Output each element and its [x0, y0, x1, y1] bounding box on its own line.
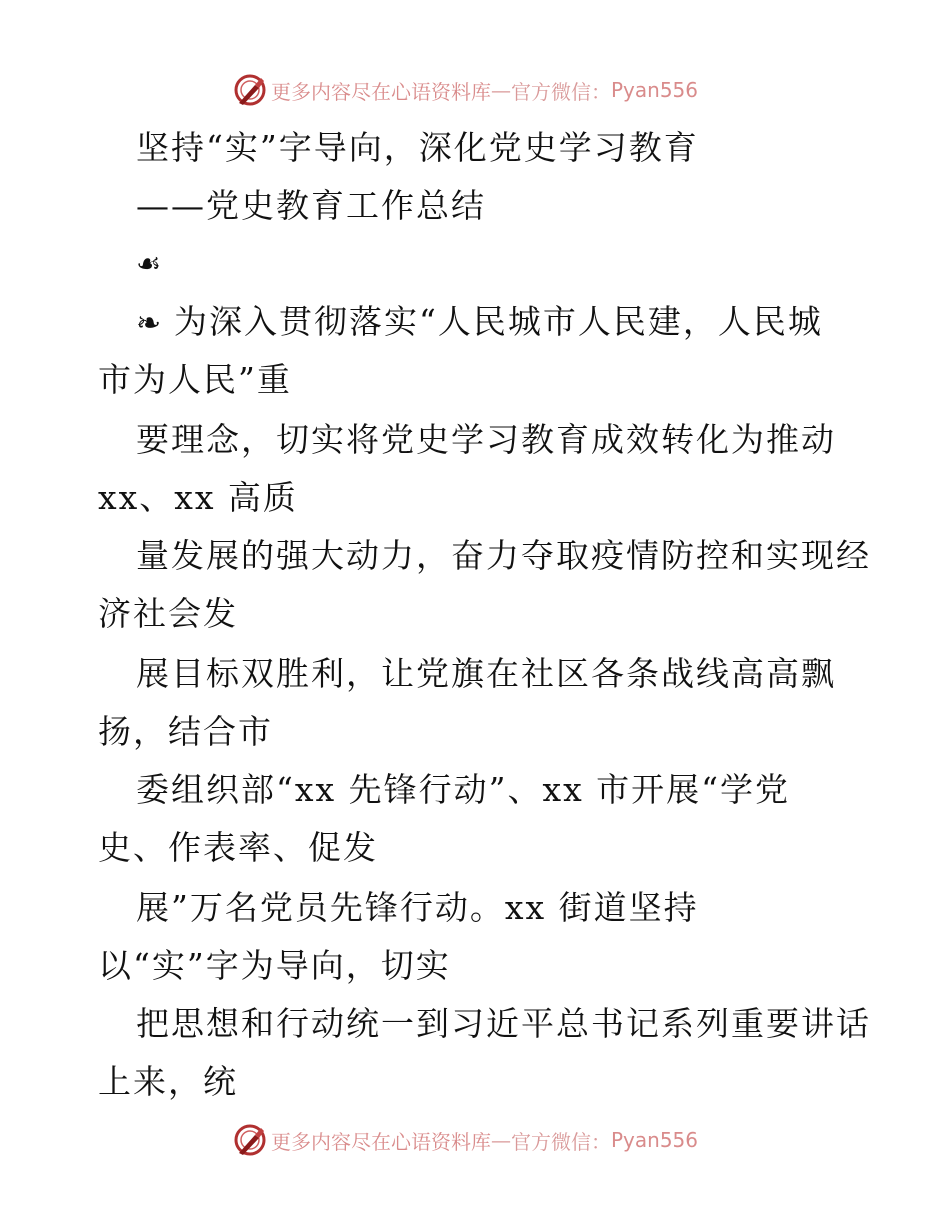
body-line-4: xx、xx 高质	[98, 478, 298, 517]
body-line-14: 上来，统	[98, 1062, 238, 1101]
document-title: 坚持“实”字导向，深化党史学习教育	[136, 128, 699, 167]
body-line-10: 史、作表率、促发	[98, 828, 378, 867]
watermark-wechat-id: Pyan556	[611, 78, 699, 102]
body-line-1-text: 为深入贯彻落实“人民城市人民建，人民城	[174, 302, 823, 341]
body-line-6: 济社会发	[98, 594, 238, 633]
body-line-3: 要理念，切实将党史学习教育成效转化为推动	[136, 420, 836, 459]
pen-logo-icon	[233, 1123, 267, 1157]
body-line-13: 把思想和行动统一到习近平总书记系列重要讲话	[136, 1004, 871, 1043]
watermark-wechat-id: Pyan556	[611, 1128, 699, 1152]
watermark-title: 更多内容尽在心语资料库	[271, 1129, 491, 1154]
floral-heart-icon: ❧	[136, 306, 164, 341]
watermark-dash: —	[491, 78, 511, 102]
header-watermark	[233, 72, 698, 108]
body-line-1	[136, 302, 823, 344]
document-subtitle: ——党史教育工作总结	[136, 186, 486, 225]
body-line-9: 委组织部“xx 先锋行动”、xx 市开展“学党	[136, 770, 791, 809]
floral-ornament-icon: ☙	[136, 247, 162, 280]
body-line-8: 扬，结合市	[98, 712, 273, 751]
body-line-12: 以“实”字为导向，切实	[98, 946, 451, 985]
pen-logo-icon	[233, 73, 267, 107]
watermark-dash: —	[491, 1128, 511, 1152]
watermark-official-label: 官方微信：	[511, 1129, 611, 1154]
footer-watermark	[233, 1122, 698, 1158]
watermark-title: 更多内容尽在心语资料库	[271, 79, 491, 104]
body-line-5: 量发展的强大动力，奋力夺取疫情防控和实现经	[136, 536, 871, 575]
body-line-2: 市为人民”重	[98, 360, 292, 399]
body-line-7: 展目标双胜利，让党旗在社区各条战线高高飘	[136, 654, 836, 693]
watermark-official-label: 官方微信：	[511, 79, 611, 104]
body-line-11: 展”万名党员先锋行动。xx 街道坚持	[136, 888, 699, 927]
